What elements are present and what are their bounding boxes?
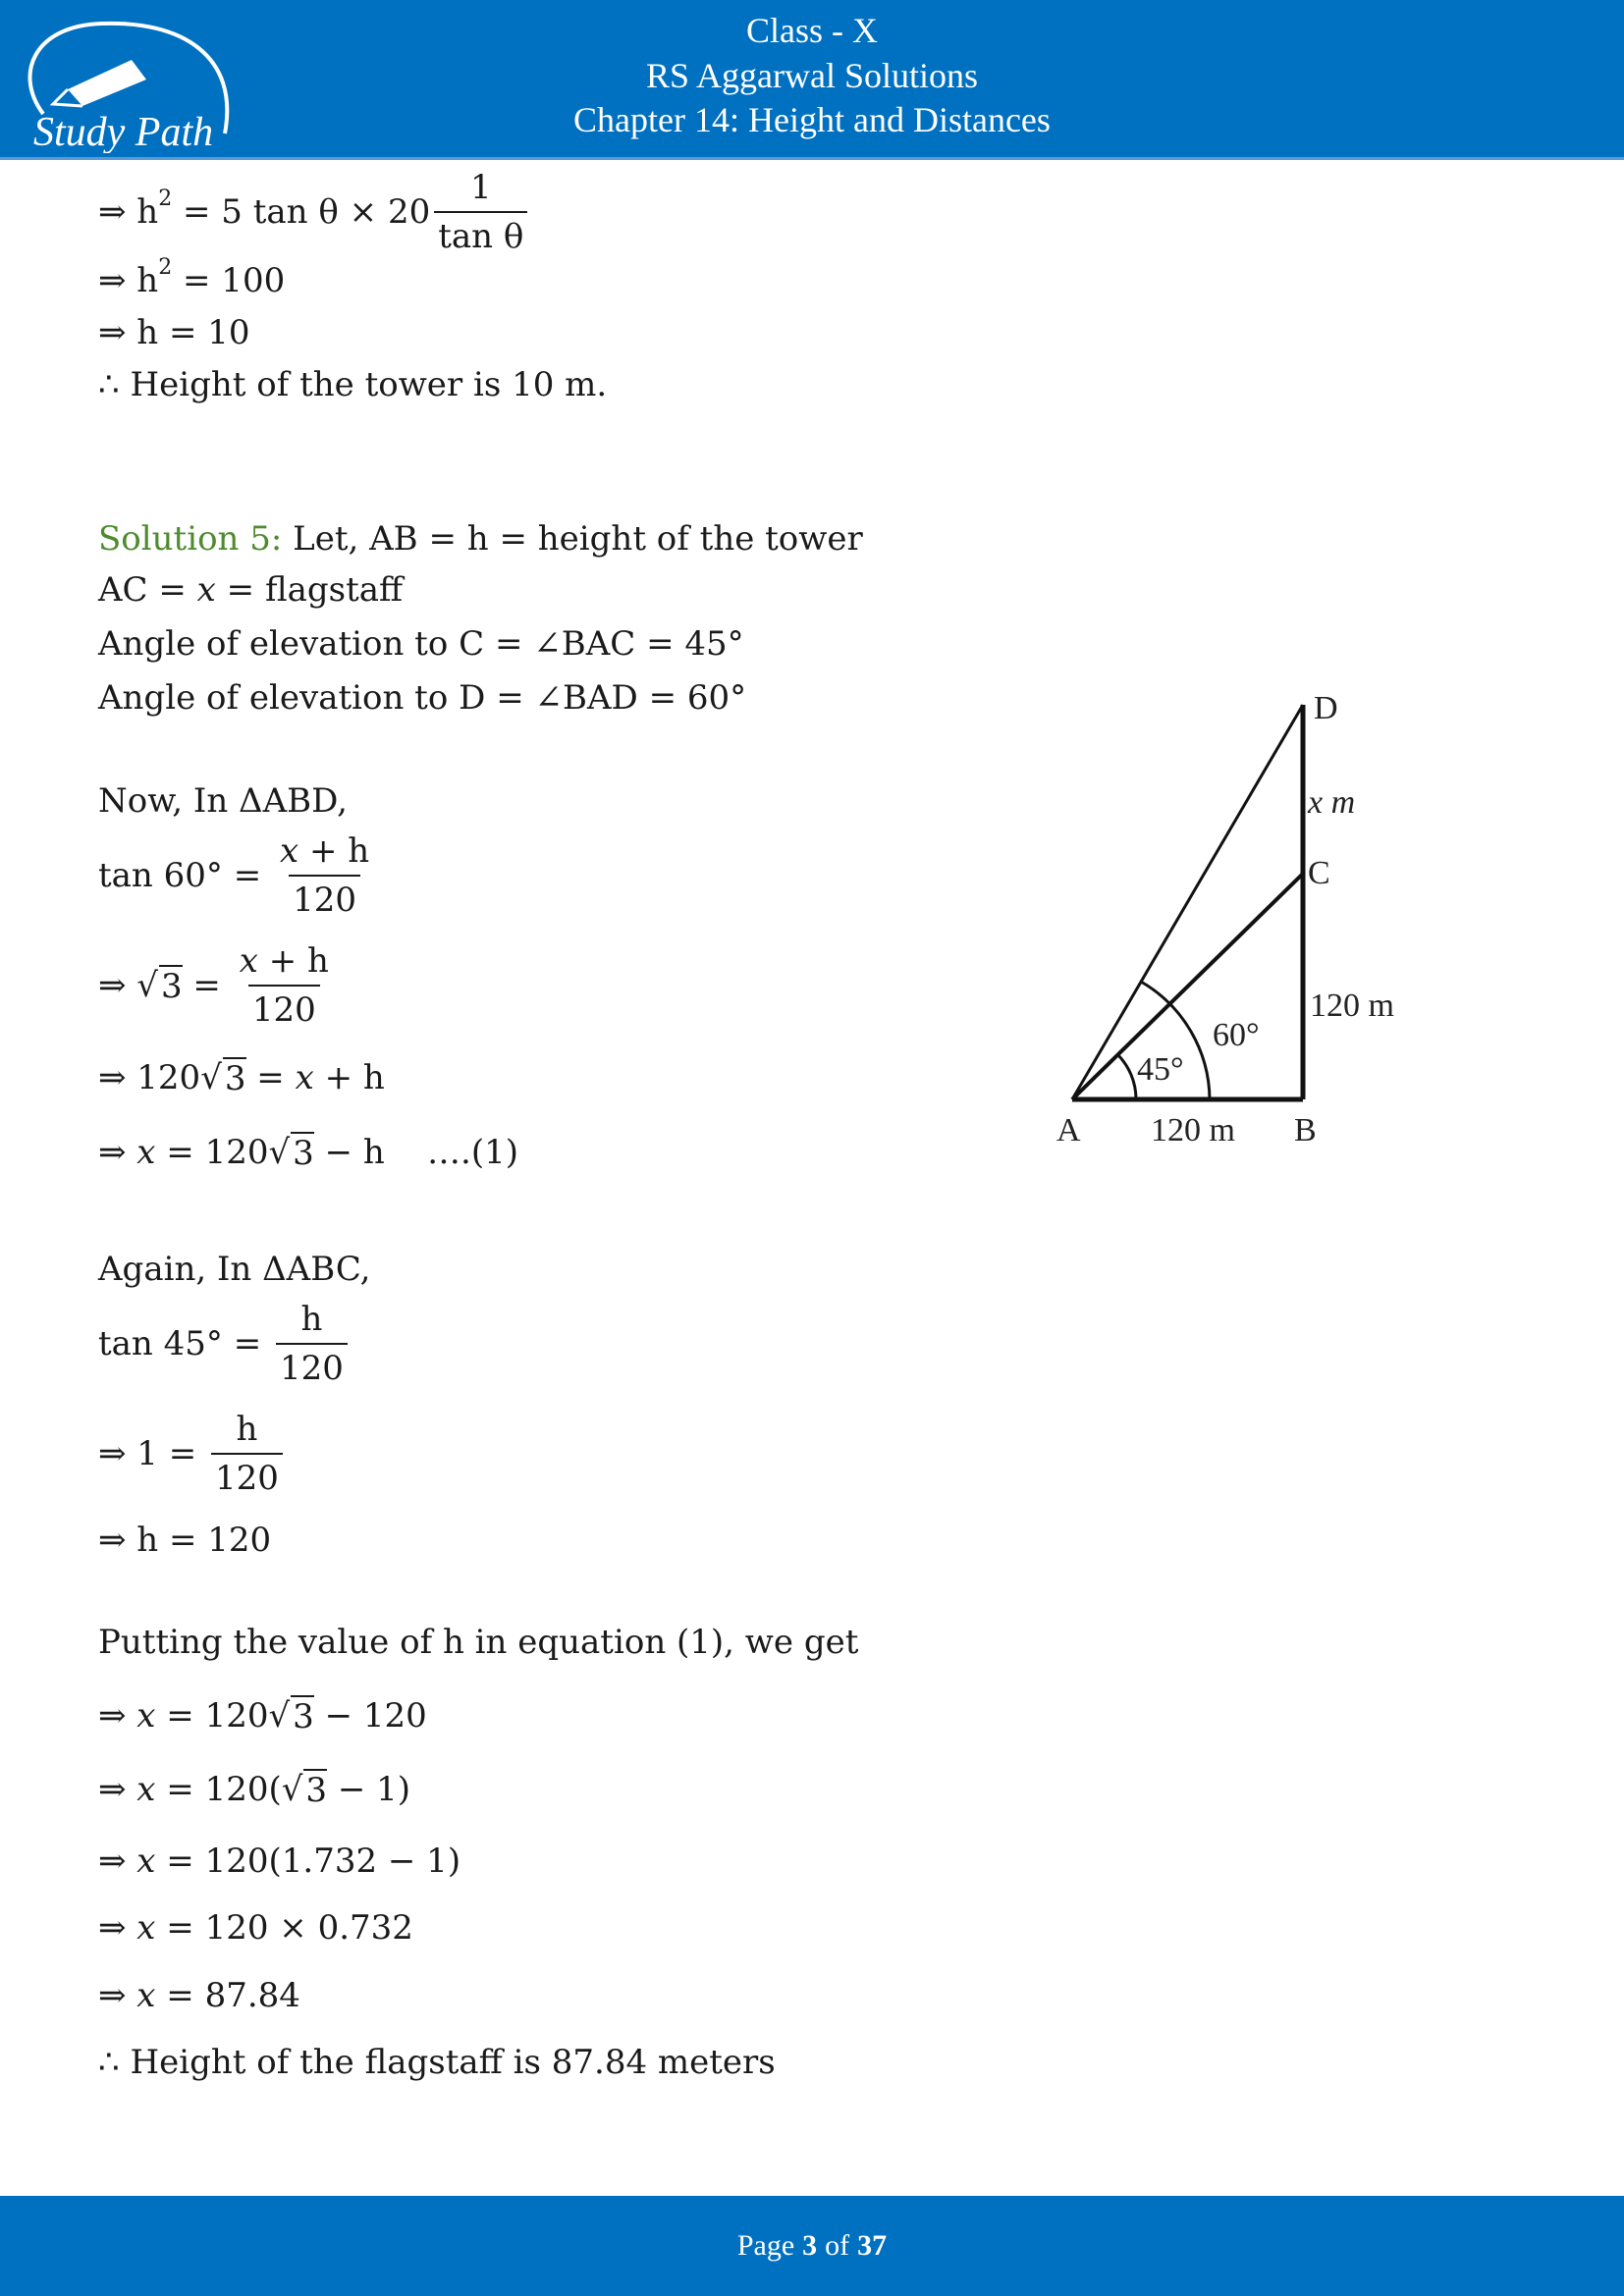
line-ad	[1072, 705, 1303, 1099]
text-segment: ⇒ h = 120	[98, 1521, 272, 1560]
footer-total-pages: 37	[857, 2229, 888, 2262]
variable-x: x	[239, 941, 258, 981]
sqrt-radicand: 3	[293, 1697, 314, 1736]
text-segment: = 120(1.732 − 1)	[155, 1842, 461, 1881]
text-segment: = 120√	[155, 1696, 291, 1735]
footer-page-number: 3	[802, 2229, 818, 2262]
math-line	[98, 1521, 271, 1560]
page-footer	[0, 2196, 1624, 2296]
text-segment: ⇒	[98, 1908, 137, 1948]
label-x-m: x m	[1308, 784, 1356, 821]
label-c: C	[1308, 855, 1330, 891]
text-segment: = 87.84	[155, 1976, 300, 2015]
text-segment: Let, AB = h = height of the tower	[282, 519, 863, 559]
solution-label: Solution 5:	[98, 519, 283, 559]
math-line	[98, 1769, 410, 1810]
text-segment: = 5 tan θ × 20	[172, 192, 431, 232]
text-segment: = 120 × 0.732	[155, 1908, 413, 1948]
text-segment: ⇒	[98, 1976, 137, 2015]
math-line	[98, 831, 377, 920]
text-segment: Now, In ΔABD,	[98, 781, 348, 821]
text-segment: ⇒	[98, 1770, 137, 1809]
math-line	[98, 1842, 460, 1881]
math-line	[98, 624, 744, 664]
label-angle-60: 60°	[1213, 1017, 1260, 1053]
fraction-numerator: x + h	[239, 941, 329, 981]
variable-x: x	[136, 1696, 156, 1735]
math-line	[98, 519, 863, 559]
text-segment: = flagstaff	[215, 570, 404, 610]
math-line	[98, 1976, 300, 2015]
math-line	[98, 1623, 858, 1662]
math-line	[98, 365, 607, 404]
text-segment: ⇒	[98, 1842, 137, 1881]
text-segment: =	[182, 966, 232, 1005]
fraction-numerator: h	[300, 1300, 323, 1339]
text-segment: ⇒ 120√	[98, 1058, 222, 1097]
math-line	[98, 254, 286, 300]
math-line	[98, 1250, 370, 1289]
book-title: RS Aggarwal Solutions	[645, 56, 979, 95]
class-title: Class - X	[746, 11, 878, 50]
text-segment: ⇒ 1 =	[98, 1434, 208, 1473]
fraction	[211, 1410, 283, 1498]
fraction-denominator: tan θ	[434, 211, 527, 256]
text-segment: − h ….(1)	[313, 1133, 518, 1172]
tower-diagram	[1041, 677, 1434, 1168]
chapter-title: Chapter 14: Height and Distances	[573, 100, 1051, 139]
footer-page-label: Page	[736, 2229, 795, 2262]
fraction-denominator: 120	[289, 875, 360, 920]
text-segment: + h	[313, 1058, 385, 1097]
text-segment: ⇒	[98, 1696, 137, 1735]
math-line	[98, 570, 403, 610]
sqrt-radicand: 3	[305, 1771, 328, 1810]
math-line	[98, 678, 746, 718]
text-segment: − 1)	[327, 1770, 411, 1809]
text-segment: = 120√	[155, 1133, 291, 1172]
variable-x: x	[136, 1908, 156, 1948]
text-segment: ⇒	[98, 1133, 137, 1172]
fraction-numerator: h	[236, 1410, 258, 1449]
fraction-denominator: 120	[248, 985, 320, 1030]
text-segment: ⇒ √	[98, 966, 158, 1005]
text-segment: ⇒ h = 10	[98, 313, 250, 352]
label-a: A	[1056, 1112, 1081, 1148]
text-segment: =	[245, 1058, 296, 1097]
variable-x: x	[196, 570, 216, 610]
footer-of: of	[825, 2229, 850, 2262]
text-segment: Putting the value of h in equation (1), we get	[98, 1623, 859, 1662]
superscript: 2	[158, 254, 173, 280]
text-segment: − 120	[313, 1696, 427, 1735]
fraction-numerator: 1	[469, 168, 492, 207]
text-segment: tan 45° =	[98, 1324, 273, 1363]
page-header	[0, 0, 1624, 160]
variable-x: x	[136, 1842, 156, 1881]
math-line	[98, 168, 531, 256]
fraction-denominator: 120	[276, 1343, 348, 1388]
text-segment: ∴ Height of the tower is 10 m.	[98, 365, 608, 404]
math-line	[98, 1410, 287, 1498]
fraction	[276, 831, 373, 920]
text-segment: tan 60° =	[98, 856, 273, 895]
text-segment: = 120(√	[155, 1770, 303, 1809]
arc-45	[1117, 1054, 1136, 1099]
fraction	[434, 168, 527, 256]
fraction	[276, 1300, 348, 1388]
label-d: D	[1314, 690, 1338, 726]
label-side-120: 120 m	[1310, 988, 1394, 1024]
math-line	[98, 2043, 776, 2082]
math-line	[98, 1057, 385, 1098]
sqrt-radicand: 3	[293, 1134, 314, 1173]
variable-x: x	[136, 1770, 156, 1809]
text-segment: Again, In ΔABC,	[98, 1250, 371, 1289]
variable-x: x	[136, 1976, 156, 2015]
math-line	[98, 1300, 352, 1388]
sqrt-radicand: 3	[160, 967, 183, 1006]
sqrt-radicand: 3	[224, 1059, 246, 1098]
text-segment: AC =	[98, 570, 197, 610]
text-segment: ∴ Height of the flagstaff is 87.84 meters	[98, 2043, 776, 2082]
fraction	[236, 941, 333, 1030]
math-line	[98, 1908, 413, 1948]
math-line	[98, 1695, 427, 1736]
variable-x: x	[136, 1133, 156, 1172]
label-base-120: 120 m	[1151, 1112, 1235, 1148]
fraction-numerator: x + h	[280, 831, 370, 871]
text-segment: ⇒ h	[98, 261, 159, 300]
text-segment: ⇒ h	[98, 192, 159, 232]
math-line	[98, 1132, 518, 1173]
superscript: 2	[158, 186, 173, 211]
text-segment: = 100	[172, 261, 286, 300]
fraction-denominator: 120	[211, 1453, 283, 1498]
logo-text: Study Path	[33, 110, 214, 153]
label-angle-45: 45°	[1137, 1051, 1184, 1088]
line-ac	[1072, 874, 1303, 1099]
text-segment: Angle of elevation to D = ∠BAD = 60°	[98, 678, 747, 718]
variable-x: x	[280, 831, 299, 871]
label-b: B	[1294, 1112, 1317, 1148]
text-segment: Angle of elevation to C = ∠BAC = 45°	[98, 624, 744, 664]
math-line	[98, 781, 348, 821]
variable-x: x	[295, 1058, 314, 1097]
math-line	[98, 941, 337, 1030]
math-line	[98, 313, 250, 352]
